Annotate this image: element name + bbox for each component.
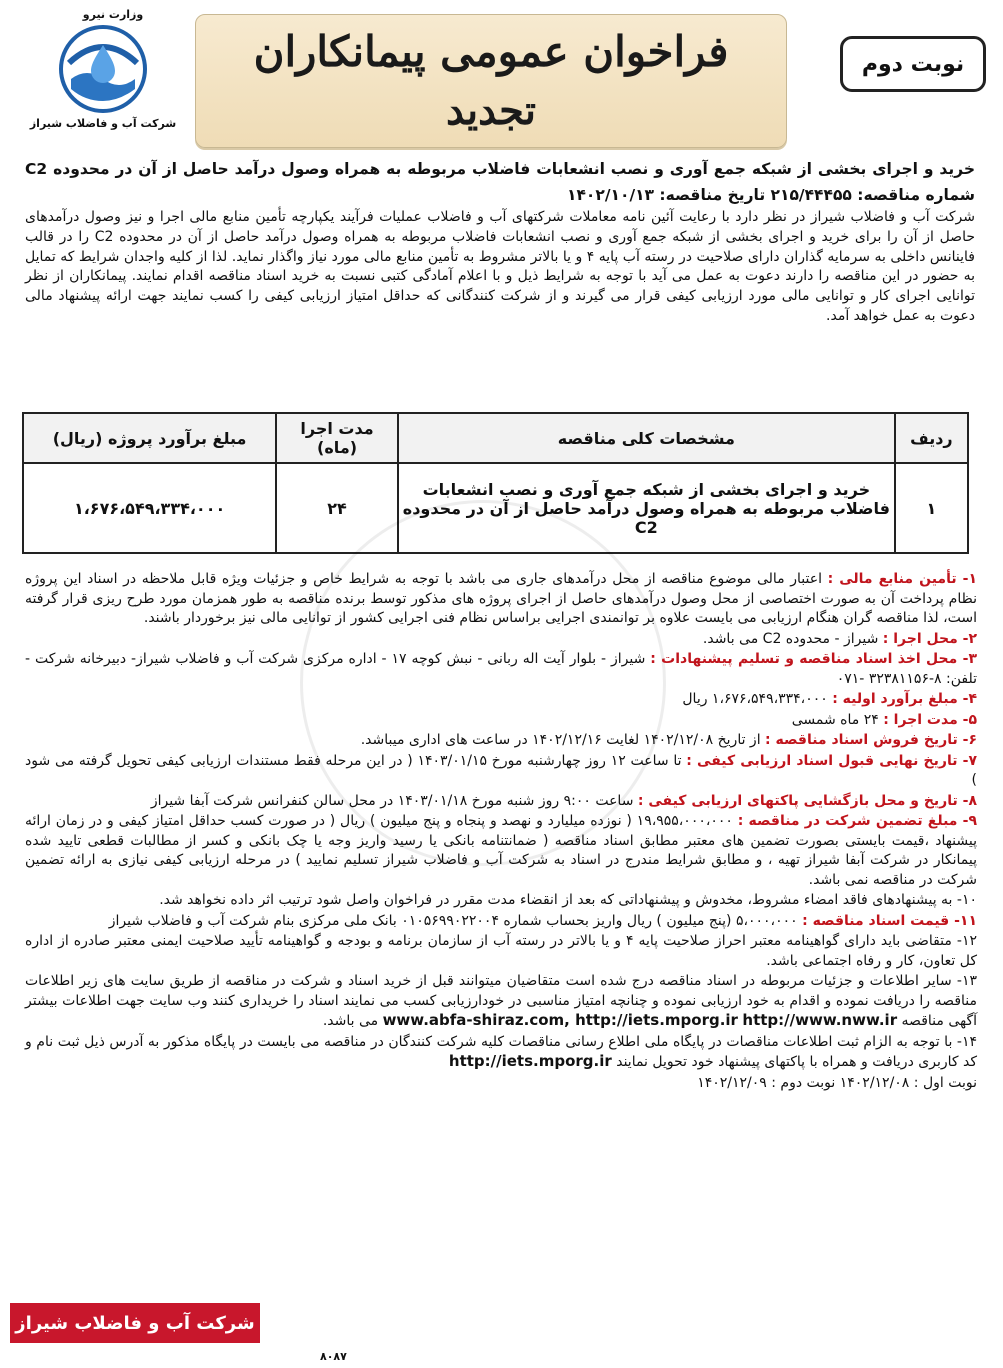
item-text: ۱۹،۹۵۵،۰۰۰،۰۰۰ ( نوزده میلیارد و نهصد و پنجاه و پنج میلیون ) ریال ( در صورت کسب حداقل امتیاز کیفی و در زمان ارائه پیشنهاد ،قیمت بایستی بصورت تضمین های معتبر مطابق اسناد مناقصه ( ضمانتنامه بانکی یا رسید واریز وجه یا چک بانکی و کسر از مطالبات قطعی تایید شده پیمانکار در شرکت آبفا شیراز تهیه ، و مطابق شرایط مندرج در اسناد به شرکت آب و فاضلاب شیراز تسلیم نمایید ) در مرحله ارزیابی کیفی نیازی به ارائه تضمین شرکت در مناقصه نمی باشد. (25, 813, 977, 888)
list-item (25, 752, 977, 791)
footer-code: ۸۰۸۷ (320, 1350, 347, 1363)
item-text: تا ساعت ۱۲ روز چهارشنبه مورخ ۱۴۰۳/۰۱/۱۵ ( در این مرحله فقط مستندات ارزیابی کیفی تحویل گرفته می شود ) (25, 752, 977, 788)
item-text: از تاریخ ۱۴۰۲/۱۲/۰۸ لغایت ۱۴۰۲/۱۲/۱۶ در ساعت های اداری میباشد. (360, 732, 766, 748)
item-title: ۱۱- قیمت اسناد مناقصه : (802, 912, 977, 929)
item-text: ساعت ۹:۰۰ روز شنبه مورخ ۱۴۰۳/۰۱/۱۸ در محل سالن کنفرانس شرکت آبفا شیراز (150, 792, 638, 809)
intro-paragraph: شرکت آب و فاضلاب شیراز در نظر دارد با رعایت آئین نامه معاملات شرکتهای آب و فاضلاب عملیات فرآیند یکپارچه تأمین منابع مالی اجرا و نیز وصول درآمدهای حاصل از آن را برای خرید و اجرای بخشی از شبکه جمع آوری و نصب انشعابات فاضلاب مربوطه به همراه وصول درآمد حاصل از آن در محدوده C2 را در قالب فاینانس داخلی به سرمایه گذاران دارای صلاحیت در رسته آب پایه ۴ و یا بالاتر مشروط به تأمین منابع مالی مورد نیاز واگذار نماید. لذا از کلیه واجدان شرایط که تمایل به حضور در این مناقصه را دارند دعوت به عمل می آید با توجه به شرایط ذیل و با اعلام آمادگی کتبی نسبت به خرید اسناد مناقصه اقدام نمایند. پیمانکاران از نظر توانایی اجرای کار و توانایی مالی مورد ارزیابی کیفی قرار می گیرند و از شرکت کنندگانی که حداقل امتیاز ارزیابی کیفی را کسب نمایند جهت ارائه پیشنهاد مالی دعوت به عمل خواهد آمد. (25, 209, 975, 324)
item-text: شیراز - محدوده C2 می باشد. (702, 630, 883, 647)
list-item (25, 912, 977, 932)
tender-spec-table (22, 412, 969, 554)
column-header-desc: مشخصات کلی مناقصه (398, 413, 895, 463)
item-text: ۱۰- به پیشنهادهای فاقد امضاء مشروط، مخدوش و پیشنهاداتی که بعد از انقضاء مدت مقرر در فراخوان واصل شود ترتیب اثر داده نخواهد شد. (159, 892, 977, 908)
item-text: ۱۲- متقاضی باید دارای گواهینامه معتبر احراز صلاحیت پایه ۴ و یا بالاتر در رسته آب از سازمان برنامه و بودجه و گواهینامه تأیید صلاحیت ایمنی معتبر صادره از اداره کل تعاون، کار و رفاه اجتماعی باشد. (25, 933, 977, 969)
page-subtitle: تجدید (445, 87, 537, 134)
list-item (25, 690, 977, 710)
column-header-duration: مدت اجرا (ماه) (276, 413, 398, 463)
list-item (25, 1033, 977, 1073)
item-title: ۷- تاریخ نهایی قبول اسناد ارزیابی کیفی : (686, 752, 978, 769)
footer-company-box: شرکت آب و فاضلاب شیراز (10, 1303, 260, 1343)
item-title: ۲- محل اجرا : (882, 630, 977, 647)
conditions-list (25, 570, 977, 1094)
ministry-label: وزارت نیرو (82, 8, 144, 21)
list-item (25, 932, 977, 971)
website-links[interactable]: www.abfa-shiraz.com, http://iets.mporg.ir (382, 1011, 738, 1029)
item-title: ۱- تأمین منابع مالی : (827, 571, 977, 587)
cell-amount: ۱،۶۷۶،۵۴۹،۳۳۴،۰۰۰ (23, 463, 276, 553)
item-title: ۴- مبلغ برآورد اولیه : (832, 691, 977, 707)
water-drop-logo-icon (57, 23, 149, 115)
list-item (25, 891, 977, 911)
round-badge: نوبت دوم (840, 36, 986, 92)
table-row (23, 463, 968, 553)
tender-title: خرید و اجرای بخشی از شبکه جمع آوری و نصب انشعابات فاضلاب مربوطه به همراه وصول درآمد حاصل از آن در محدوده C2 شماره مناقصه: ۲۱۵/۴۴۴۵۵ تاریخ مناقصه: ۱۴۰۲/۱۰/۱۳ (25, 160, 975, 204)
website-link-nww[interactable]: http://www.nww.ir (742, 1011, 898, 1029)
company-label: شرکت آب و فاضلاب شیراز (29, 117, 177, 130)
item-title: ۵- مدت اجرا : (883, 711, 977, 728)
item-title: ۹- مبلغ تضمین شرکت در مناقصه : (737, 813, 977, 829)
website-link-iets[interactable]: http://iets.mporg.ir (448, 1052, 612, 1070)
list-item (25, 972, 977, 1032)
item-text: ۱۴- با توجه به الزام ثبت اطلاعات مناقصات در پایگاه ملی اطلاع رسانی مناقصات کلیه شرکت کنندگان در مناقصه می بایست در پایگاه مذکور به آدرس ذیل ثبت نام و کد کاربری دریافت و همراه با پاکتهای پیشنهاد خود تحویل نمایند (25, 1033, 977, 1070)
list-item (25, 812, 977, 890)
cell-duration: ۲۴ (276, 463, 398, 553)
publication-dates: نوبت اول : ۱۴۰۲/۱۲/۰۸ نوبت دوم : ۱۴۰۲/۱۲/۰۹ (697, 1074, 977, 1091)
page-title: فراخوان عمومی پیمانکاران (253, 27, 729, 76)
item-title: ۳- محل اخذ اسناد مناقصه و تسلیم پیشنهادات : (650, 651, 977, 667)
column-header-amount: مبلغ برآورد پروژه (ریال) (23, 413, 276, 463)
list-item (25, 792, 977, 812)
item-title: ۸- تاریخ و محل بازگشایی پاکتهای ارزیابی کیفی : (637, 792, 977, 809)
list-item (25, 711, 977, 731)
list-item (25, 731, 977, 751)
list-item (25, 650, 977, 689)
item-text: ۱،۶۷۶،۵۴۹،۳۳۴،۰۰۰ ریال (682, 691, 833, 707)
item-text-tail: می باشد. (322, 1013, 383, 1029)
company-logo (28, 8, 178, 148)
item-title: ۶- تاریخ فروش اسناد مناقصه : (765, 732, 977, 748)
cell-radif: ۱ (895, 463, 968, 553)
column-header-radif: ردیف (895, 413, 968, 463)
cell-desc: خرید و اجرای بخشی از شبکه جمع آوری و نصب انشعابات فاضلاب مربوطه به همراه وصول درآمد حاصل از آن در محدوده C2 (398, 463, 895, 553)
list-item (25, 570, 977, 629)
item-text: شیراز - بلوار آیت اله ربانی - نبش کوچه ۱۷ - اداره مرکزی شرکت آب و فاضلاب شیراز- دبیرخانه شرکت - تلفن: ۸-۳۲۳۸۱۱۵۶ -۰۷۱ (25, 651, 977, 687)
item-text: ۱۳- سایر اطلاعات و جزئیات مربوطه در اسناد مناقصه درج شده است متقاضیان میتوانند قبل از خرید اسناد و شرکت در مناقصه از طریق سایت های زیر اطلاعات مناقصه را دریافت نموده و اقدام به خود ارزیابی نموده و چنانچه امتیاز مناسبی در خودارزیابی کسب می نمایند اسناد را خریداری کنند وب سایت جهت اطلاعات بیشتر آگهی مناقصه (25, 973, 977, 1029)
item-text: ۵،۰۰۰،۰۰۰ (پنج میلیون ) ریال واریز بحساب شماره ۰۱۰۵۶۹۹۰۲۲۰۰۴ بانک ملی مرکزی بنام شرکت آب و فاضلاب شیراز (108, 912, 803, 929)
list-item (25, 630, 977, 650)
item-text: ۲۴ ماه شمسی (791, 711, 884, 728)
header (0, 8, 1003, 150)
table-header-row (23, 413, 968, 463)
title-banner (195, 14, 787, 148)
item-text: اعتبار مالی موضوع مناقصه از محل درآمدهای جاری می باشد با توجه به شرایط خاص و جزئیات ویژه قابل ملاحظه در اسناد این پروژه نظام پرداخت آن به صورت اختصاصی از محل وصول درآمدهای حاصل از اجرای پروژه های مذکور توسط برنده مناقصه به طور همزمان مورد طرح ریزی قرار گرفته است، لذا مناقصه گران هنگام ارزیابی می بایست علاوه بر توانمندی اجرایی براساس نظام فنی اجرایی کشور از توانایی مالی نیز برخوردار باشند. (25, 571, 977, 626)
